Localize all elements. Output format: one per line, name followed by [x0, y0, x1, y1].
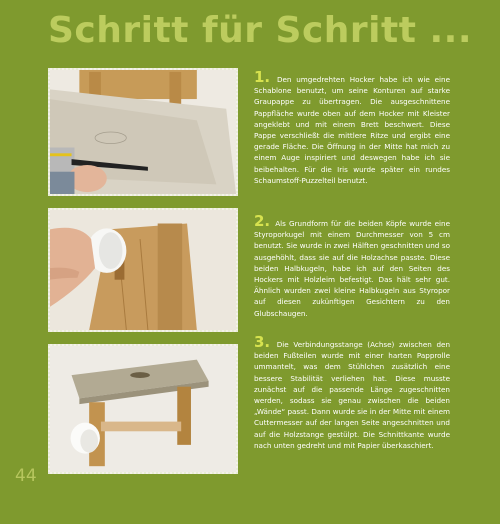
photo-cardboard-template — [48, 68, 238, 196]
photo-stool-axis — [48, 344, 238, 474]
step-2-text: Als Grundform für die beiden Köpfe wurde eine Styroporkugel mit einem Durchmesser von 5 cm benutzt. Sie wurde in zwei Hälften geschnitten und so ausgehöhlt, dass sie auf die Holzachse passte. Diese beiden Halbkugeln, habe ich auf den Seiten des Hockers mit Holzleim befestigt. Das hält sehr gut. Ähnlich wurden zwei kleine Halbkugeln aus Styropor auf diesen zukünftigen Gesichtern zu den Glubschaugen. — [254, 219, 450, 318]
step-1-text: Den umgedrehten Hocker habe ich wie eine Schablone benutzt, um seine Konturen auf starke Graupappe zu übertragen. Die ausgeschnittene Pappfläche wurde oben auf dem Hocker mit Kleister angeklebt und mit einem Brett beschwert. Diese Pappe verschließt die mittlere Ritze und ergibt eine gerade Fläche. Die Öffnung in der Mitte hat mich zu einem Auge inspiriert und deswegen habe ich sie beibehalten. Für die Iris wurde später ein rundes Schaumstoff-Puzzelteil benutzt. — [254, 75, 450, 185]
step-2 — [254, 212, 450, 319]
step-3 — [254, 333, 450, 451]
step-1-number: 1. — [254, 68, 271, 86]
step-3-text: Die Verbindungsstange (Achse) zwischen den beiden Fußteilen wurde mit einer harten Papprolle ummantelt, was dem Stühlchen zusätzlich eine bessere Stabilität verliehen hat. Diese musste zunächst auf die passende Länge zugeschnitten werden, sodass sie genau zwischen die beiden „Wände“ passt. Dann wurde sie in der Mitte mit einem Cuttermesser auf der langen Seite angeschnitten und auf die Holzstange gestülpt. Die Schnittkante wurde nach unten gedreht und mit Papier überkaschiert. — [254, 340, 450, 450]
step-2-number: 2. — [254, 212, 271, 230]
page-title: Schritt für Schritt ... — [48, 10, 472, 51]
step-1 — [254, 68, 450, 186]
photo-styrofoam-head — [48, 208, 238, 332]
step-3-number: 3. — [254, 333, 271, 351]
page-number: 44 — [15, 466, 37, 486]
